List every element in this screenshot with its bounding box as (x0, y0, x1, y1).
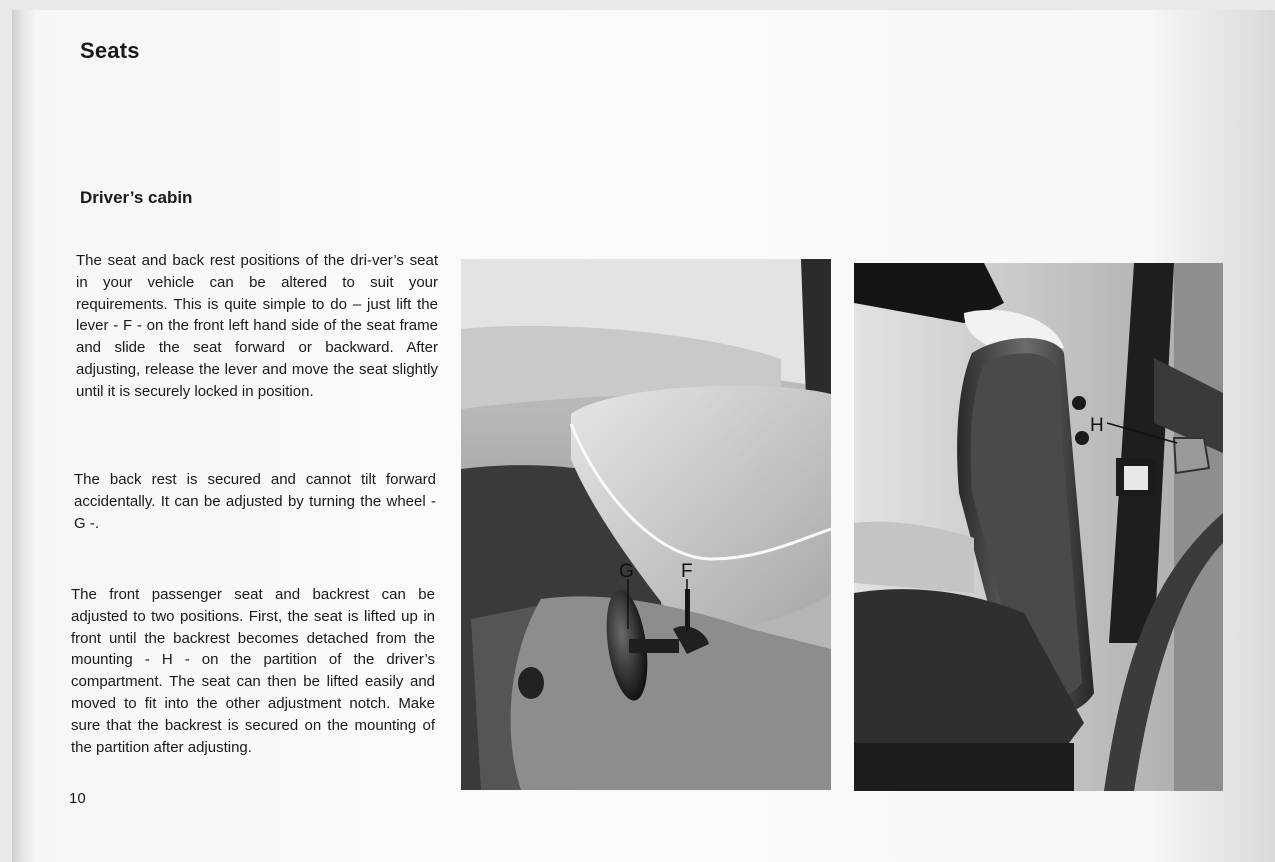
section-heading: Driver’s cabin (80, 188, 193, 207)
backrest-mounting-photo (854, 263, 1223, 791)
callout-label-g: G (619, 561, 634, 582)
paragraph-driver-seat: The seat and back rest positions of the dri-ver’s seat in your vehicle can be altered to suit your requirements. This is quite simple to do – just lift the lever - F - on the front left hand side of the seat frame and slide the seat forward or backward. After adjusting, release the lever and move the seat slightly until it is securely locked in position. (76, 252, 438, 400)
paragraph-back-rest: The back rest is secured and cannot tilt forward accidentally. It can be adjusted by turning the wheel - G -. (74, 471, 436, 532)
page-number: 10 (69, 790, 86, 807)
page-title: Seats (80, 38, 140, 63)
page-binding-shadow (12, 10, 34, 862)
seat-adjustment-photo (461, 259, 831, 790)
callout-label-h: H (1090, 415, 1104, 436)
callout-label-f: F (681, 561, 693, 582)
paragraph-passenger-seat: The front passenger seat and backrest can be adjusted to two positions. First, the seat is lifted up in front until the backrest becomes detached from the mounting - H - on the partition of the driver’s compartment. The seat can then be lifted easily and moved to fit into the other adjustment notch. Make sure that the backrest is secured on the mounting of the partition after adjusting. (71, 586, 435, 756)
